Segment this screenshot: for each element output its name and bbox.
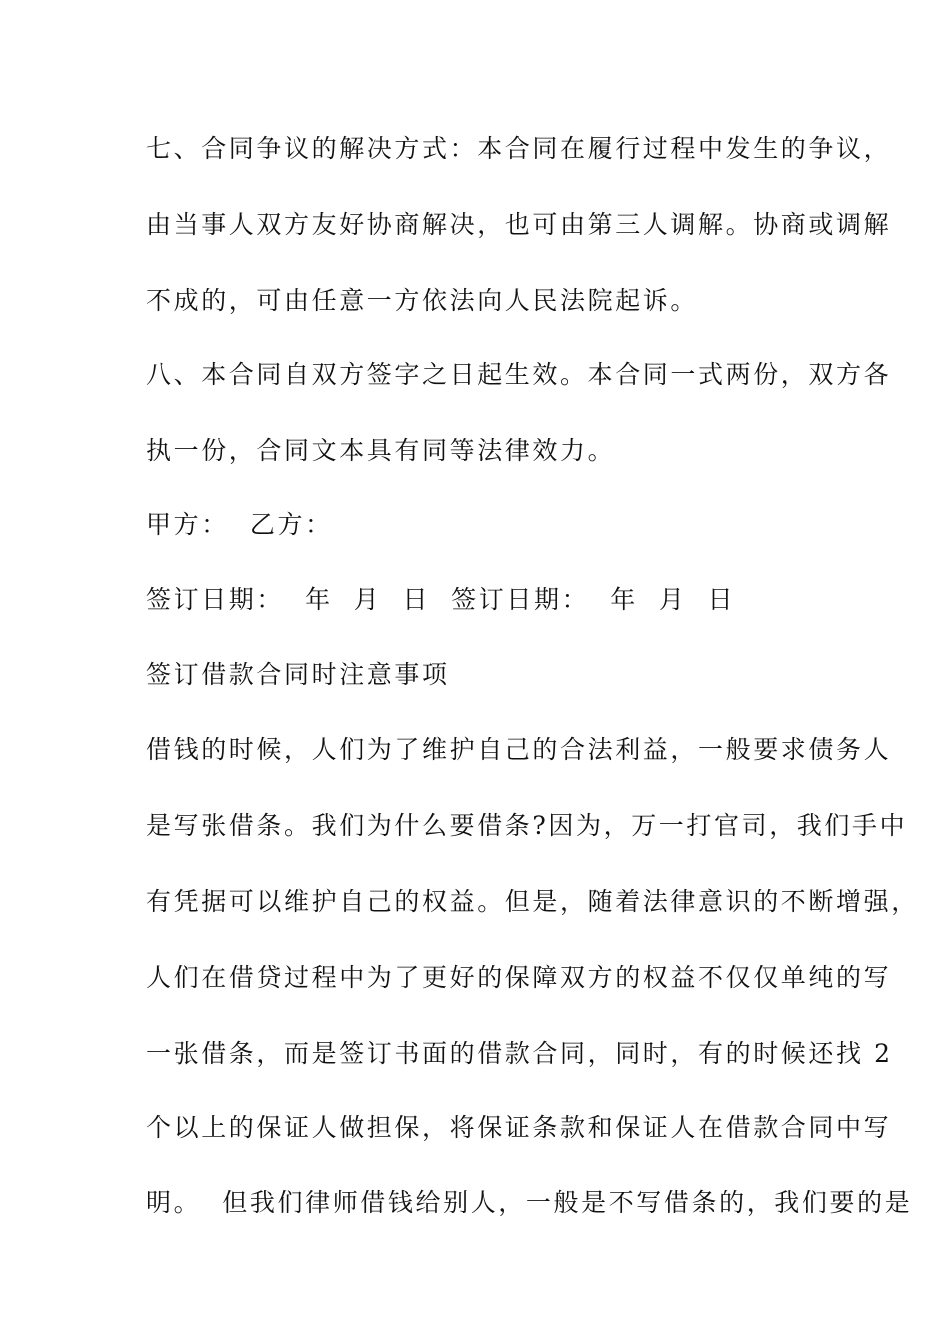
signing-date-line: 签订日期： 年 月 日 签订日期： 年 月 日 [146,585,736,614]
body-line-7: 明。 但我们律师借钱给别人，一般是不写借条的，我们要的是 [146,1188,913,1217]
section-heading: 签订借款合同时注意事项 [146,660,450,689]
body-line-3: 有凭据可以维护自己的权益。但是，随着法律意识的不断增强， [146,887,919,916]
body-line-4: 人们在借贷过程中为了更好的保障双方的权益不仅仅单纯的写 [146,963,892,992]
body-line-6: 个以上的保证人做担保，将保证条款和保证人在借款合同中写 [146,1113,892,1142]
clause-7-line-1: 七、合同争议的解决方式：本合同在履行过程中发生的争议， [146,134,892,163]
body-line-5: 一张借条，而是签订书面的借款合同，同时，有的时候还找 2 [146,1039,893,1068]
party-signature-line: 甲方： 乙方： [146,510,333,539]
clause-7-line-3: 不成的，可由任意一方依法向人民法院起诉。 [146,286,699,315]
clause-7-line-2: 由当事人双方友好协商解决，也可由第三人调解。协商或调解 [146,210,892,239]
clause-8-line-1: 八、本合同自双方签字之日起生效。本合同一式两份，双方各 [146,360,892,389]
clause-8-line-2: 执一份，合同文本具有同等法律效力。 [146,436,616,465]
body-line-1: 借钱的时候，人们为了维护自己的合法利益，一般要求债务人 [146,735,892,764]
body-line-2: 是写张借条。我们为什么要借条?因为，万一打官司，我们手中 [146,811,908,840]
